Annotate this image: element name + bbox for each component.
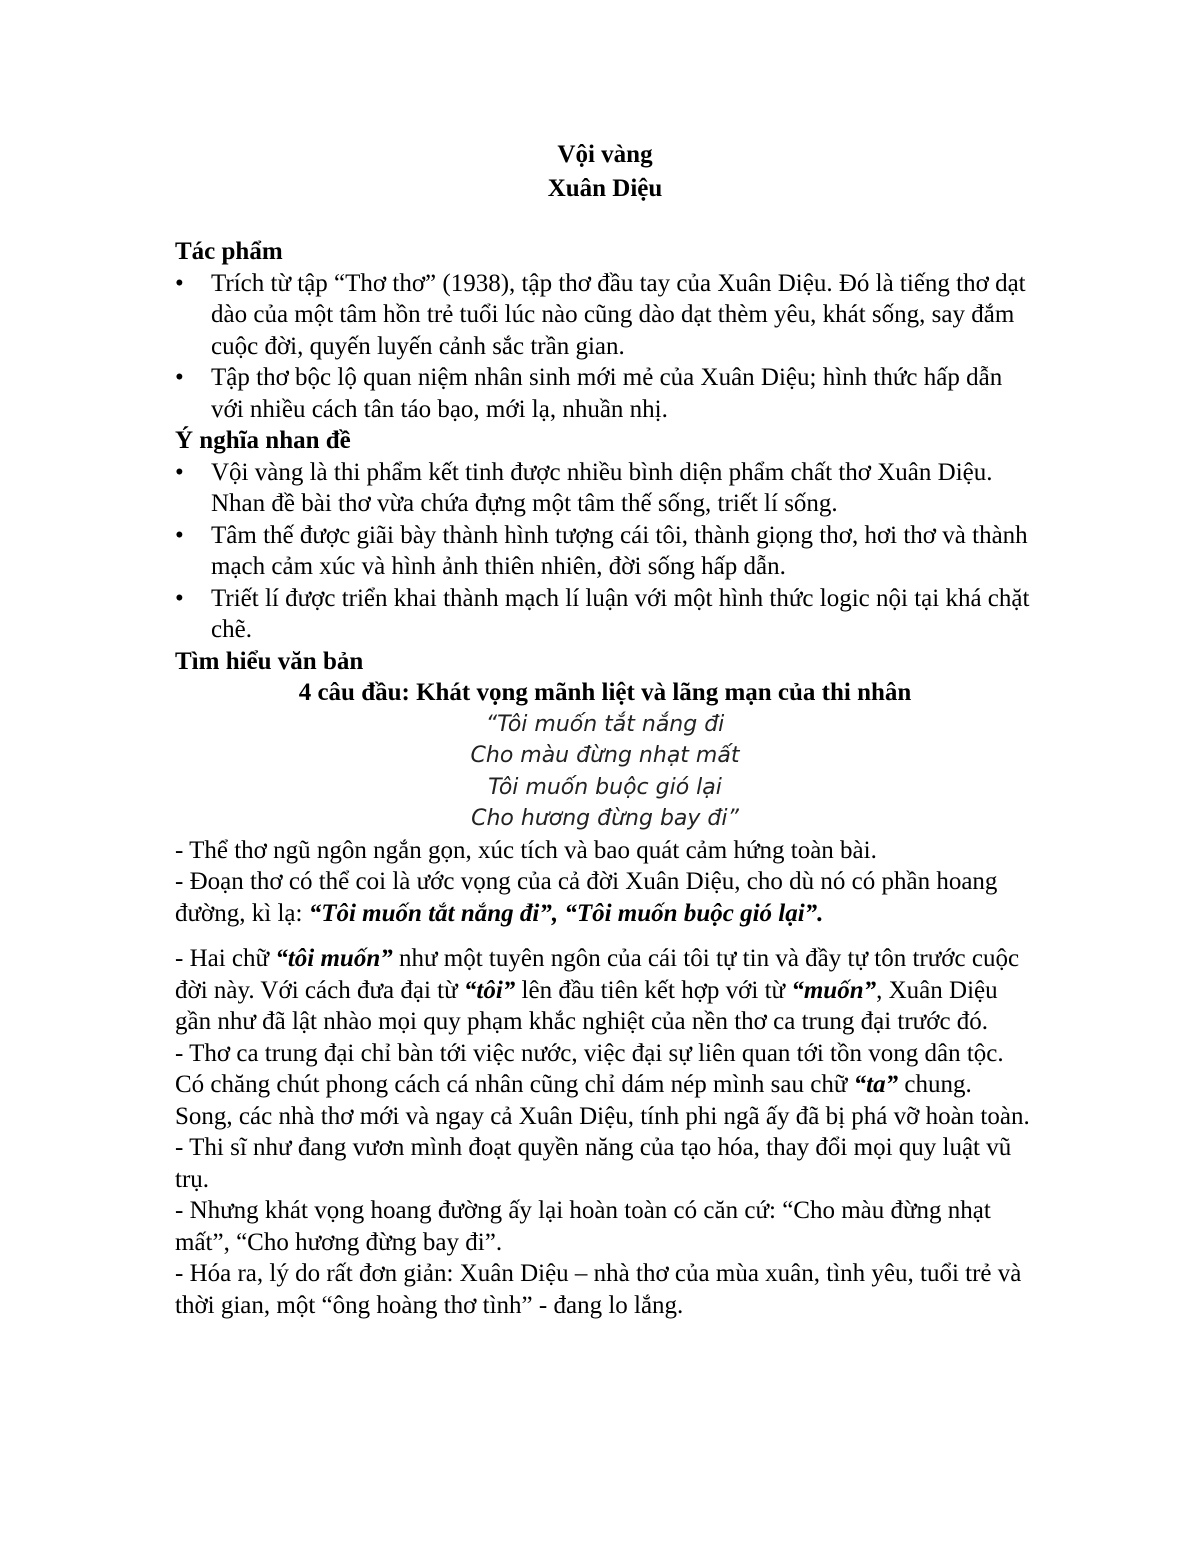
list-item [175,457,1035,520]
list-item [175,520,1035,583]
quote-emphasis: “muốn” [791,976,877,1004]
paragraph-gap [175,929,1035,943]
document-author: Xuân Diệu [547,175,663,202]
poem-line: Tôi muốn buộc gió lại [488,774,722,800]
subsection-heading: 4 câu đầu: Khát vọng mãnh liệt và lãng mạn của thi nhân [298,679,912,706]
title-block [175,138,1035,206]
paragraph: - Thể thơ ngũ ngôn ngắn gọn, xúc tích và bao quát cảm hứng toàn bài. [175,836,877,864]
quote-emphasis: “Tôi muốn buộc gió lại” [564,899,818,927]
quote-emphasis: “tôi” [463,976,516,1004]
paragraph-end: . [817,899,824,927]
list-item [175,362,1035,425]
paragraph [175,943,1035,1038]
paragraph-text: như một tuyên ngôn của cái tôi tự tin và đầy tự tôn trước cuộc đời này. Với cách đưa đại từ [175,945,1020,1004]
document-title: Vội vàng [557,141,653,168]
bullet-icon: • [175,364,184,391]
quote-separator: , [551,899,565,927]
bullet-icon: • [175,458,184,486]
list-item [175,268,1035,363]
list-item-text: Tâm thế được giãi bày thành hình tượng cái tôi, thành giọng thơ, hơi thơ và thành mạch cảm xúc và hình ảnh thiên nhiên, đời sống hấp dẫn. [211,521,1028,580]
paragraph-text: - Hai chữ [175,945,276,972]
bullet-icon: • [175,269,184,297]
paragraph-text: , Xuân Diệu gần như đã lật nhào mọi quy phạm khắc nghiệt của nền thơ ca trung đại trước đó. [175,976,998,1035]
paragraph: - Nhưng khát vọng hoang đường ấy lại hoàn toàn có căn cứ: “Cho màu đừng nhạt mất”, “Cho hương đừng bay đi”. [175,1197,991,1256]
section-heading-tac-pham: Tác phẩm [175,238,283,265]
paragraph [175,866,1035,929]
list-item-text: Trích từ tập “Thơ thơ” (1938), tập thơ đầu tay của Xuân Diệu. Đó là tiếng thơ dạt dào của một tâm hồn trẻ tuổi lúc nào cũng dào dạt thèm yêu, khát sống, say đắm cuộc đời, quyến luyến cảnh sắc trần gian. [211,269,1026,360]
paragraph-text: - Đoạn thơ có thể coi là ước vọng của cả đời Xuân Diệu, cho dù nó có phần hoang đường, kì lạ: [175,868,998,927]
list-item [175,583,1035,646]
paragraph-text: chung. Song, các nhà thơ mới và ngay cả Xuân Diệu, tính phi ngã ấy đã bị phá vỡ hoàn toàn. [175,1071,1030,1130]
paragraph-text: lên đầu tiên kết hợp với từ [515,976,792,1004]
bullet-list-tac-pham [175,268,1035,426]
poem-line: “Tôi muốn tắt nắng đi [485,711,725,737]
quote-emphasis: “Tôi muốn tắt nắng đi” [308,899,552,927]
list-item-text: Triết lí được triển khai thành mạch lí luận với một hình thức logic nội tại khá chặt chẽ. [211,584,1030,643]
poem-line: Cho màu đừng nhạt mất [470,743,740,768]
paragraph: - Hóa ra, lý do rất đơn giản: Xuân Diệu – nhà thơ của mùa xuân, tình yêu, tuổi trẻ và thời gian, một “ông hoàng thơ tình” - đang lo lắng. [175,1260,1022,1319]
document-page [175,138,1035,1321]
poem-line: Cho hương đừng bay đi” [471,806,739,831]
list-item-text: Vội vàng là thi phẩm kết tinh được nhiều bình diện phẩm chất thơ Xuân Diệu. Nhan đề bài thơ vừa chứa đựng một tâm thế sống, triết lí sống. [211,458,993,517]
spacer [175,206,1035,236]
paragraph-text: - Thơ ca trung đại chỉ bàn tới việc nước, việc đại sự liên quan tới tồn vong dân tộc. Có chăng chút phong cách cá nhân cũng chỉ dám nép mình sau chữ [175,1039,1004,1098]
paragraph: - Thi sĩ như đang vươn mình đoạt quyền năng của tạo hóa, thay đổi mọi quy luật vũ trụ. [175,1134,1012,1193]
section-heading-tim-hieu: Tìm hiểu văn bản [175,647,364,675]
bullet-icon: • [175,584,184,612]
bullet-icon: • [175,521,184,549]
bullet-list-y-nghia [175,457,1035,646]
poem-quote [175,709,1035,835]
paragraph [175,1038,1035,1133]
section-heading-y-nghia: Ý nghĩa nhan đề [175,427,351,454]
quote-emphasis: “tôi muốn” [275,945,393,972]
list-item-text: Tập thơ bộc lộ quan niệm nhân sinh mới mẻ của Xuân Diệu; hình thức hấp dẫn với nhiều cách tân táo bạo, mới lạ, nhuần nhị. [211,364,1003,423]
quote-emphasis: “ta” [853,1071,899,1098]
